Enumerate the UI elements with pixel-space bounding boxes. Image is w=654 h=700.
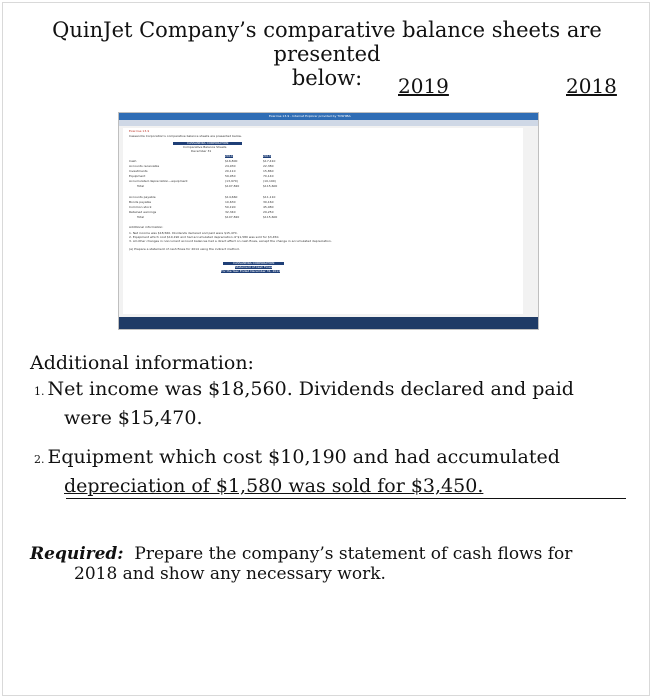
bs-row-value: 15,860 xyxy=(263,169,274,173)
required-label: Required: xyxy=(30,544,124,564)
required-line-2: 2018 and show any necessary work. xyxy=(74,564,386,584)
taskbar xyxy=(119,317,538,329)
bs-row-value: 70,140 xyxy=(263,174,274,178)
screenshot-content xyxy=(123,128,523,314)
info-item-1 xyxy=(34,376,574,431)
bs-row-label: Total xyxy=(137,215,145,219)
screenshot-note: 2. Equipment which cost $10,190 and had accumulated depreciation of $1,580 was sold for $3,450. xyxy=(129,235,280,239)
title xyxy=(0,18,654,90)
bs-row-value: 30,160 xyxy=(263,200,274,204)
bs-row-label: Accounts receivable xyxy=(129,164,160,168)
bs-row-label: Bonds payable xyxy=(129,200,152,204)
screenshot-note: 3. All other changes in noncurrent account balances had a direct effect on cash flows, except the change in accumulated depreciation. xyxy=(129,239,332,243)
bs-row-value: $16,800 xyxy=(225,159,238,163)
screenshot-note: 1. Net income was $18,560. Dividends declared and paid were $15,470. xyxy=(129,231,238,235)
bs-row-value: (10,190) xyxy=(263,179,276,183)
bs-row-value: $14,660 xyxy=(225,195,238,199)
bs-row-value: $107,820 xyxy=(225,215,240,219)
page-frame xyxy=(2,2,650,696)
bs-row-label: Retained earnings xyxy=(129,210,157,214)
bs-row-value: (13,970) xyxy=(225,179,238,183)
bs-row-label: Investments xyxy=(129,169,148,173)
cf-title: Statement of Cash Flows xyxy=(235,265,273,269)
bs-row-value: 24,930 xyxy=(225,164,236,168)
screenshot-add-info: Additional information: xyxy=(129,225,164,229)
item-text-line-2: depreciation of $1,580 was sold for $3,450. xyxy=(64,475,484,497)
bs-row-value: 29,250 xyxy=(263,210,274,214)
bs-row-label: Total xyxy=(137,184,145,188)
item-number: 1. xyxy=(34,385,45,398)
bs-row-value: $11,110 xyxy=(263,195,276,199)
additional-heading: Additional information: xyxy=(30,352,254,374)
bs-row-label: Equipment xyxy=(129,174,146,178)
bs-row-value: 10,630 xyxy=(225,200,236,204)
bs-date: December 31 xyxy=(191,149,212,153)
bs-statement: Comparative Balance Sheets xyxy=(183,145,227,149)
required-line-1: Prepare the company’s statement of cash flows for xyxy=(134,544,573,564)
address-bar xyxy=(119,120,538,126)
bs-row-label: Common stock xyxy=(129,205,152,209)
exercise-label: Exercise 13-9 xyxy=(129,129,150,133)
title-line-2: below: xyxy=(291,66,363,90)
bs-year-2: 2013 xyxy=(263,154,271,158)
embedded-screenshot xyxy=(118,112,539,330)
item-text-line-1: Equipment which cost $10,190 and had accumulated xyxy=(47,446,560,468)
screenshot-task: (a) Prepare a statement of cash flows for 2014 using the indirect method. xyxy=(129,247,240,251)
bs-row-value: 50,190 xyxy=(225,205,236,209)
cf-period: For the Year Ended December 31, 2014 xyxy=(221,269,281,273)
required-section xyxy=(30,544,630,584)
browser-title-bar xyxy=(119,113,538,120)
bs-row-value: 20,110 xyxy=(225,169,236,173)
item-text-line-2: were $15,470. xyxy=(64,407,203,429)
bs-row-value: $115,600 xyxy=(263,215,278,219)
item-number: 2. xyxy=(34,453,45,466)
cf-company: CASSANDRA CORPORATION xyxy=(223,262,284,265)
bs-row-value: 45,080 xyxy=(263,205,274,209)
bs-row-label: Accumulated depreciation—equipment xyxy=(129,179,188,183)
bs-row-label: Cash xyxy=(129,159,137,163)
bs-row-value: $115,600 xyxy=(263,184,278,188)
exercise-intro: Cassandra Corporation's comparative balance sheets are presented below. xyxy=(129,134,242,138)
bs-row-value: 22,380 xyxy=(263,164,274,168)
year-2019: 2019 xyxy=(398,74,449,98)
bs-row-value: 32,340 xyxy=(225,210,236,214)
info-item-2 xyxy=(34,444,560,499)
title-line-1: QuinJet Company’s comparative balance sheets are presented xyxy=(52,18,602,66)
bs-row-value: 59,950 xyxy=(225,174,236,178)
item-text-line-1: Net income was $18,560. Dividends declared and paid xyxy=(47,378,574,400)
year-2018: 2018 xyxy=(566,74,617,98)
bs-row-value: $17,410 xyxy=(263,159,276,163)
bs-year-1: 2014 xyxy=(225,154,233,158)
underline-rule xyxy=(66,498,626,499)
bs-row-value: $107,820 xyxy=(225,184,240,188)
bs-company: CASSANDRA CORPORATION xyxy=(173,142,242,145)
browser-title: Exercise 13-9 - Internet Explorer provided by TOSHIBA xyxy=(269,114,351,118)
bs-row-label: Accounts payable xyxy=(129,195,156,199)
